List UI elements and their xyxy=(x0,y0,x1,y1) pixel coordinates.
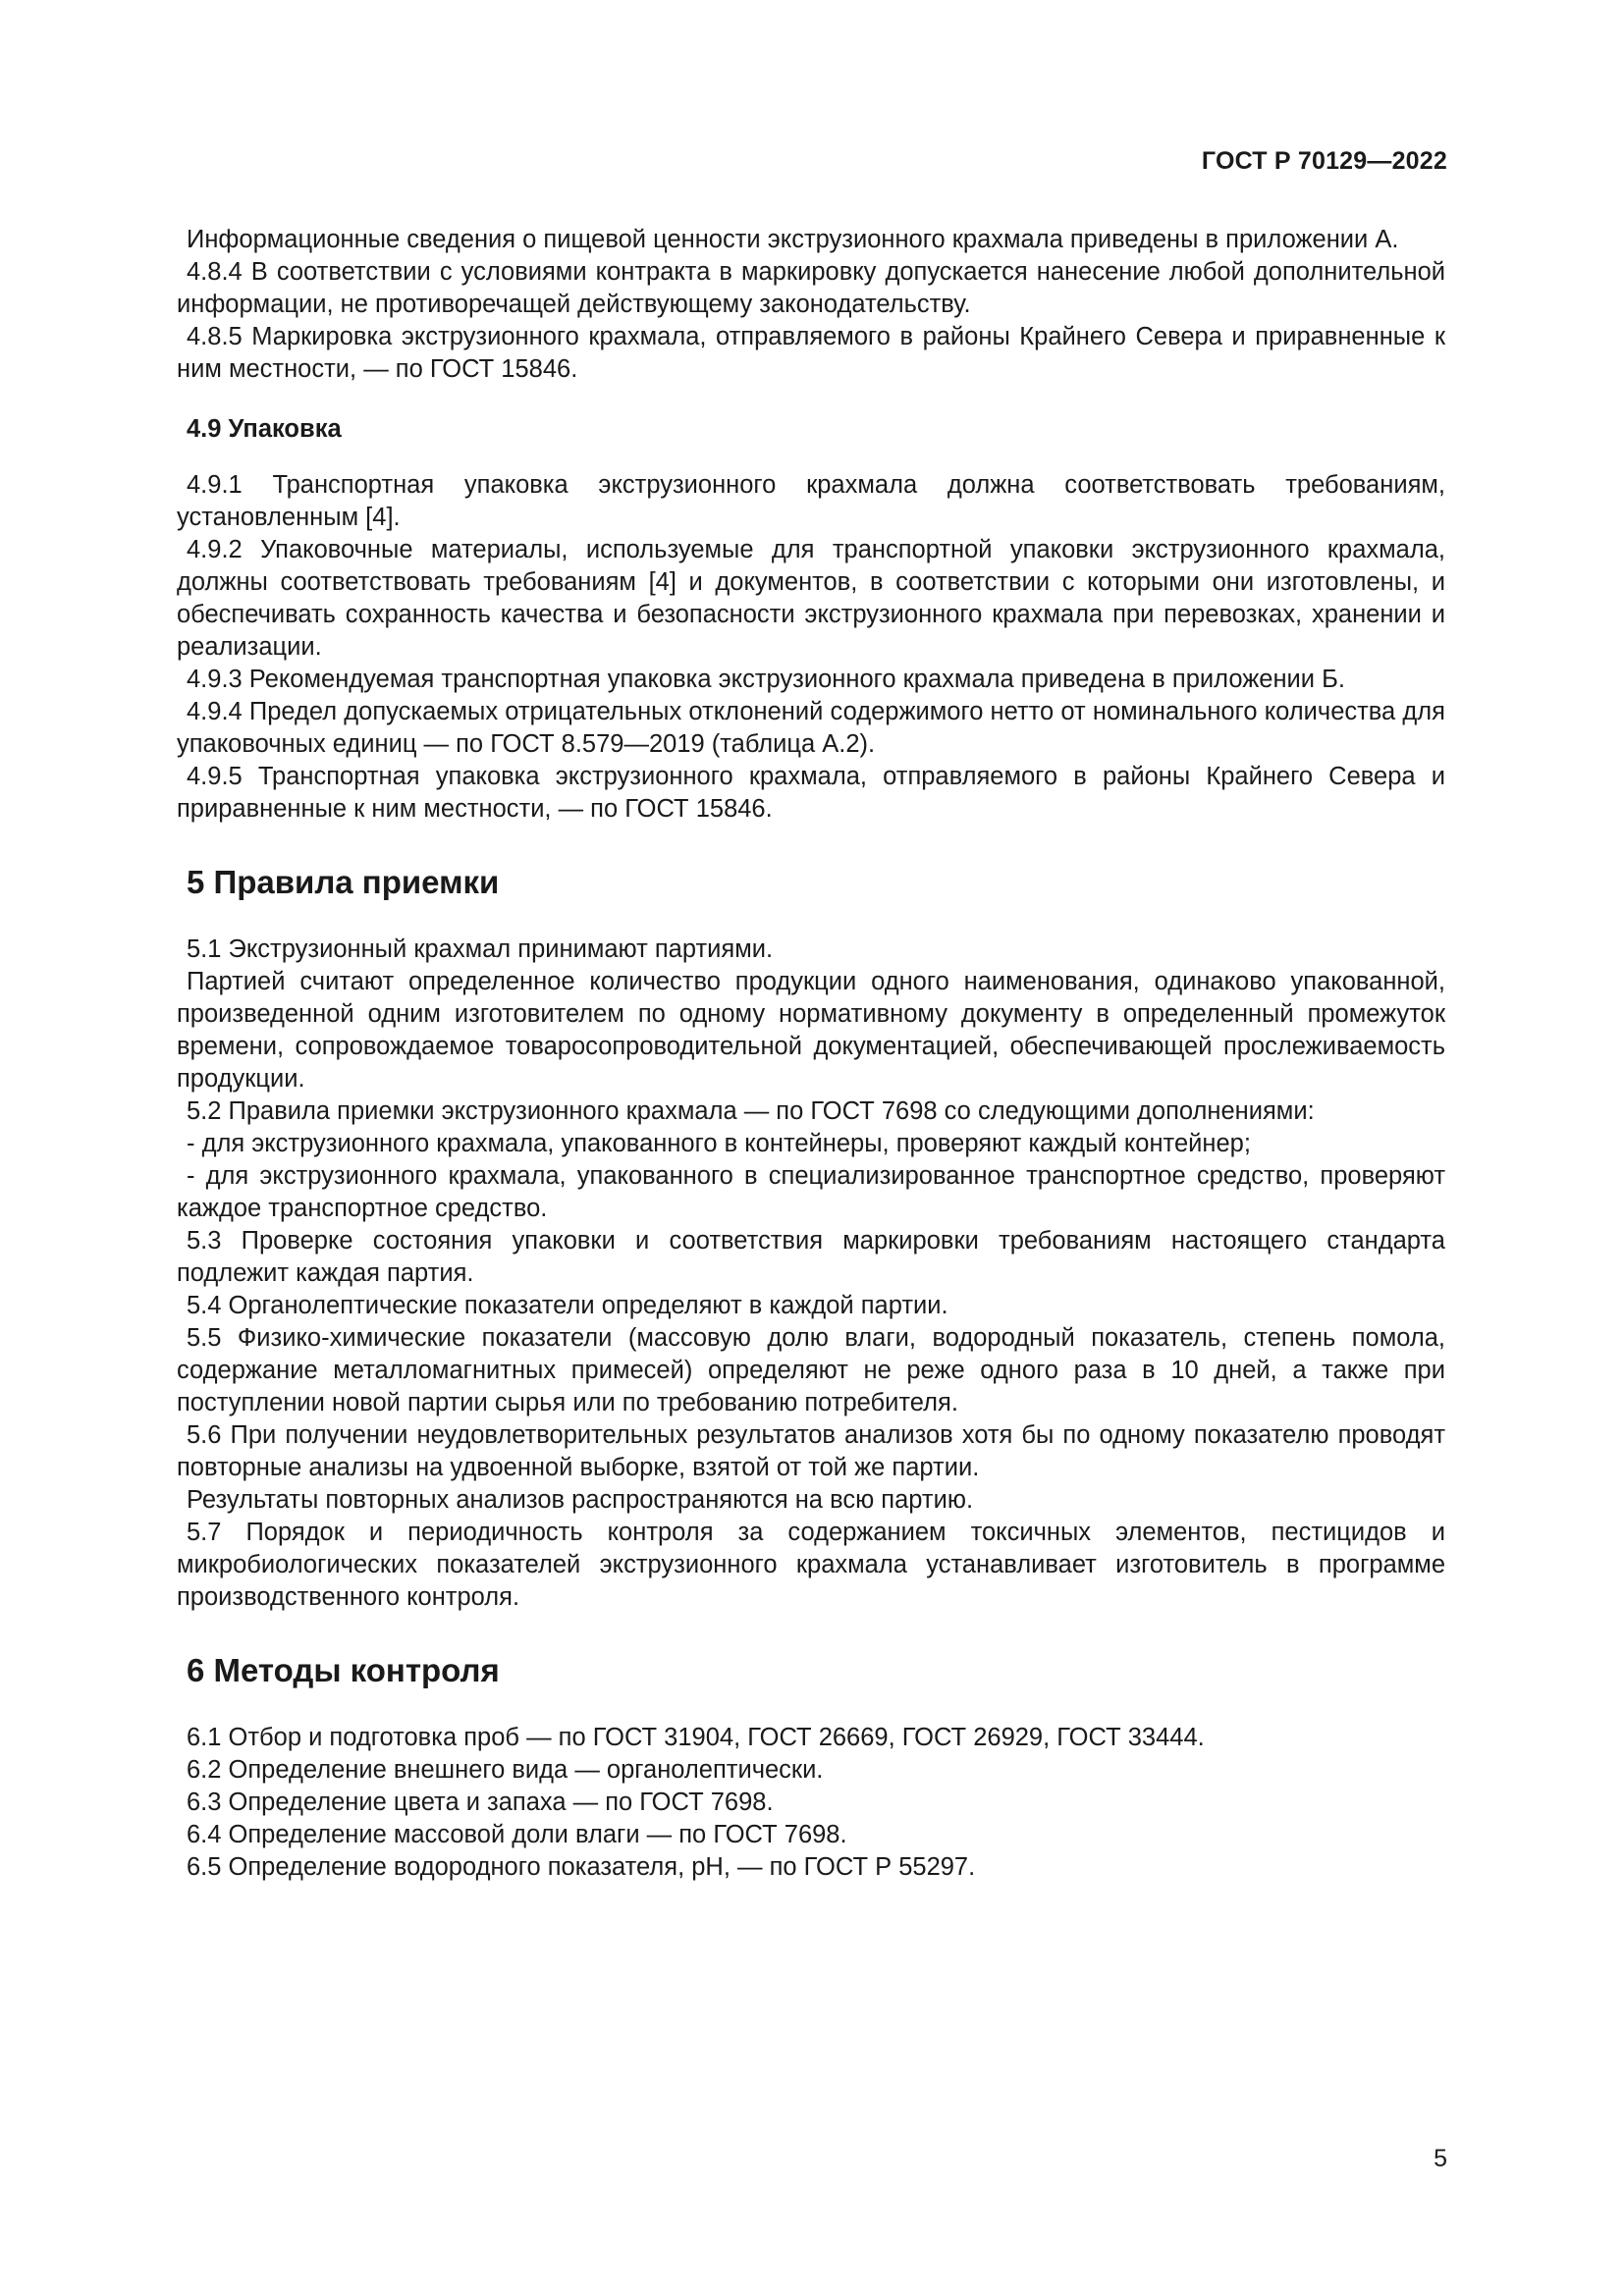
page-number: 5 xyxy=(1434,2145,1447,2172)
paragraph: 4.9.2 Упаковочные материалы, используемые для транспортной упаковки экструзионного крахмала, должны соответствовать требованиям [4] и документов, в соответствии с которыми они изготовлены, и обеспечивать сохранность качества и безопасности экструзионного крахмала при перевозках, хранении и реализации. xyxy=(177,536,1445,661)
paragraph: 6.4 Определение массовой доли влаги — по ГОСТ 7698. xyxy=(187,1821,847,1848)
list-item: - для экструзионного крахмала, упакованного в специализированное транспортное средство, проверяют каждое транспортное средство. xyxy=(177,1162,1445,1222)
paragraph: 5.7 Порядок и периодичность контроля за содержанием токсичных элементов, пестицидов и микробиологических показателей экструзионного крахмала устанавливает изготовитель в программе производственного контроля. xyxy=(177,1519,1445,1611)
paragraph: 4.9.3 Рекомендуемая транспортная упаковка экструзионного крахмала приведена в приложении Б. xyxy=(187,666,1345,693)
paragraph: 4.8.4 В соответствии с условиями контракта в маркировку допускается нанесение любой дополнительной информации, не противоречащей действующему законодательству. xyxy=(177,258,1445,318)
paragraph: 4.9.5 Транспортная упаковка экструзионного крахмала, отправляемого в районы Крайнего Севера и приравненные к ним местности, — по ГОСТ 15846. xyxy=(177,763,1445,823)
paragraph: 5.1 Экструзионный крахмал принимают партиями. xyxy=(187,935,774,963)
paragraph: 4.8.5 Маркировка экструзионного крахмала, отправляемого в районы Крайнего Севера и приравненные к ним местности, — по ГОСТ 15846. xyxy=(177,323,1445,383)
paragraph: Результаты повторных анализов распространяются на всю партию. xyxy=(187,1486,974,1514)
paragraph: 6.5 Определение водородного показателя, pH, — по ГОСТ Р 55297. xyxy=(187,1853,976,1881)
paragraph: 6.1 Отбор и подготовка проб — по ГОСТ 31904, ГОСТ 26669, ГОСТ 26929, ГОСТ 33444. xyxy=(187,1724,1205,1751)
list-item: - для экструзионного крахмала, упакованного в контейнеры, проверяют каждый контейнер; xyxy=(187,1130,1251,1157)
document-code: ГОСТ Р 70129—2022 xyxy=(1201,147,1447,175)
paragraph: 6.3 Определение цвета и запаха — по ГОСТ 7698. xyxy=(187,1789,774,1816)
paragraph: 5.2 Правила приемки экструзионного крахмала — по ГОСТ 7698 со следующими дополнениями: xyxy=(187,1097,1315,1125)
paragraph: Партией считают определенное количество продукции одного наименования, одинаково упакованной, произведенной одним изготовителем по одному нормативному документу в определенный промежуток времени, сопровождаемое товаросопроводительной документацией, обеспечивающей прослеживаемость продукции. xyxy=(177,968,1445,1093)
section-heading: 6 Методы контроля xyxy=(187,1652,500,1688)
paragraph: 5.5 Физико-химические показатели (массовую долю влаги, водородный показатель, степень помола, содержание металломагнитных примесей) определяют не реже одного раза в 10 дней, а также при поступлении новой партии сырья или по требованию потребителя. xyxy=(177,1324,1445,1416)
paragraph: 6.2 Определение внешнего вида — органолептически. xyxy=(187,1756,824,1784)
paragraph: 5.6 При получении неудовлетворительных результатов анализов хотя бы по одному показателю проводят повторные анализы на удвоенной выборке, взятой от той же партии. xyxy=(177,1421,1445,1481)
paragraph: 5.3 Проверке состояния упаковки и соответствия маркировки требованиям настоящего стандарта подлежит каждая партия. xyxy=(177,1227,1445,1287)
section-heading: 5 Правила приемки xyxy=(187,864,500,900)
paragraph: 4.9.4 Предел допускаемых отрицательных отклонений содержимого нетто от номинального количества для упаковочных единиц — по ГОСТ 8.579—2019 (таблица А.2). xyxy=(177,698,1445,758)
paragraph: 4.9.1 Транспортная упаковка экструзионного крахмала должна соответствовать требованиям, установленным [4]. xyxy=(177,471,1445,531)
document-body xyxy=(177,224,1445,1884)
subsection-heading: 4.9 Упаковка xyxy=(187,415,342,443)
paragraph: 5.4 Органолептические показатели определяют в каждой партии. xyxy=(187,1292,948,1319)
paragraph: Информационные сведения о пищевой ценности экструзионного крахмала приведены в приложении А. xyxy=(187,226,1399,253)
